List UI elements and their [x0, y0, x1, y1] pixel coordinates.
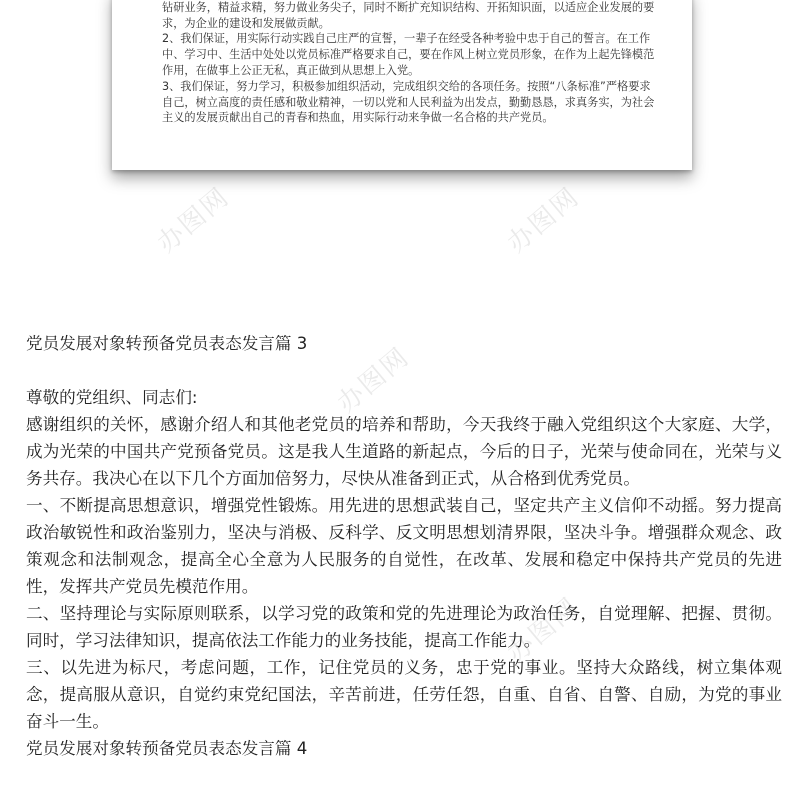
section-title: 党员发展对象转预备党员表态发言篇 3	[26, 334, 308, 353]
paragraph-point-3: 三、以先进为标尺，考虑问题，工作，记住党员的义务，忠于党的事业。坚持大众路线，树立集体观念，提高服从意识，自觉约束党纪国法，辛苦前进，任劳任怨，自重、自省、自警、自励，为党的事业奋斗一生。	[26, 658, 782, 731]
watermark: 办图网	[501, 181, 586, 259]
paragraph-point-1: 一、不断提高思想意识，增强党性锻炼。用先进的思想武装自己，坚定共产主义信仰不动摇。努力提高政治敏锐性和政治鉴别力，坚决与消极、反科学、反文明思想划清界限，坚决斗争。增强群众观念、政策观念和法制观念，提高全心全意为人民服务的自觉性，在改革、发展和稳定中保持共产党员的先进性，发挥共产党员先模范作用。	[26, 496, 782, 596]
watermark: 办图网	[501, 591, 586, 669]
card-paragraph-3: 3、我们保证，努力学习，积极参加组织活动，完成组织交给的各项任务。按照“八条标准”严格要求自己，树立高度的责任感和敬业精神，一切以党和人民利益为出发点，勤勤恳恳，求真务实，为社会主义的发展贡献出自己的青春和热血，用实际行动来争做一名合格的共产党员。	[162, 79, 655, 125]
document-preview-card	[112, 0, 692, 170]
watermark: 办图网	[331, 341, 416, 419]
paragraph-point-2: 二、坚持理论与实际原则联系，以学习党的政策和党的先进理论为政治任务，自觉理解、把握、贯彻。同时，学习法律知识，提高依法工作能力的业务技能，提高工作能力。	[26, 604, 782, 650]
document-body	[26, 330, 782, 762]
paragraph-intro: 感谢组织的关怀，感谢介绍人和其他老党员的培养和帮助，今天我终于融入党组织这个大家庭、大学，成为光荣的中国共产党预备党员。这是我人生道路的新起点，今后的日子，光荣与使命同在，光荣与义务共存。我决心在以下几个方面加倍努力，尽快从准备到正式，从合格到优秀党员。	[26, 415, 782, 488]
card-paragraph-2: 2、我们保证，用实际行动实践自己庄严的宣誓，一辈子在经受各种考验中忠于自己的誓言。在工作中、学习中、生活中处处以党员标准严格要求自己，要在作风上树立党员形象，在作为上起先锋模范作用，在做事上公正无私，真正做到从思想上入党。	[162, 32, 655, 77]
next-section-title: 党员发展对象转预备党员表态发言篇 4	[26, 739, 308, 758]
greeting: 尊敬的党组织、同志们:	[26, 388, 198, 407]
watermark: 办图网	[151, 181, 236, 259]
card-paragraph-1: 钻研业务，精益求精，努力做业务尖子，同时不断扩充知识结构、开拓知识面，以适应企业发展的要求，为企业的建设和发展做贡献。	[162, 0, 655, 30]
card-text	[162, 0, 660, 126]
